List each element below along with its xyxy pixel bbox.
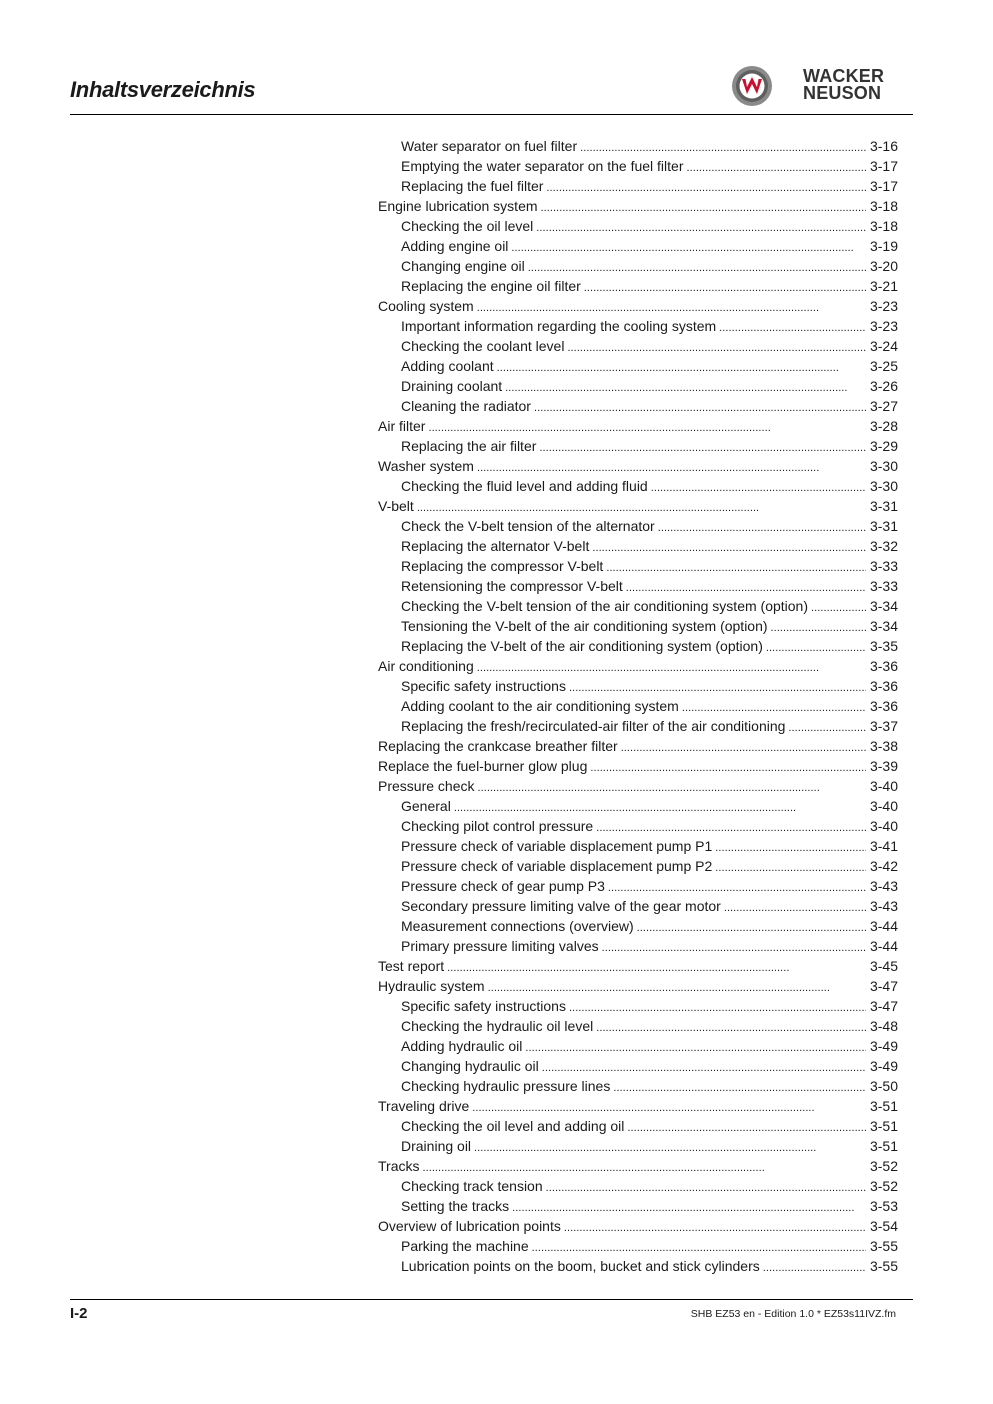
toc-entry-title: Draining coolant — [401, 378, 503, 394]
toc-entry-title: Checking the oil level and adding oil — [401, 1118, 625, 1134]
logo-text-neuson: NEUSON — [803, 83, 882, 103]
toc-dot-leader — [608, 878, 866, 896]
toc-entry-page: 3-55 — [869, 1258, 898, 1274]
toc-dot-leader — [613, 1078, 866, 1096]
toc-entry[interactable] — [378, 1076, 898, 1096]
toc-entry-page: 3-39 — [869, 758, 898, 774]
toc-entry[interactable] — [378, 1176, 898, 1196]
toc-entry-page: 3-34 — [869, 598, 898, 614]
toc-dot-leader — [621, 738, 866, 756]
toc-entry-title: Replacing the air filter — [401, 438, 537, 454]
toc-dot-leader — [428, 418, 866, 436]
toc-dot-leader — [811, 598, 866, 616]
toc-entry[interactable] — [378, 596, 898, 616]
toc-entry-page: 3-36 — [869, 698, 898, 714]
header-divider — [70, 114, 913, 115]
toc-dot-leader — [511, 238, 866, 256]
toc-entry-title: Pressure check — [378, 778, 475, 794]
toc-entry[interactable] — [378, 476, 898, 496]
toc-entry-page: 3-23 — [869, 298, 898, 314]
toc-entry-title: Overview of lubrication points — [378, 1218, 561, 1234]
toc-dot-leader — [512, 1198, 866, 1216]
toc-entry-title: Adding coolant to the air conditioning system — [401, 698, 679, 714]
toc-entry-title: General — [401, 798, 451, 814]
toc-entry-page: 3-52 — [869, 1158, 898, 1174]
toc-entry-page: 3-47 — [869, 998, 898, 1014]
toc-entry-title: Replacing the alternator V-belt — [401, 538, 590, 554]
toc-entry-title: Checking the coolant level — [401, 338, 565, 354]
toc-dot-leader — [637, 918, 866, 936]
toc-entry-title: Hydraulic system — [378, 978, 485, 994]
toc-entry-page: 3-51 — [869, 1138, 898, 1154]
toc-entry[interactable] — [378, 1036, 898, 1056]
toc-entry-title: Setting the tracks — [401, 1198, 510, 1214]
toc-entry-page: 3-55 — [869, 1238, 898, 1254]
logo-text-wacker: WACKER — [803, 66, 885, 86]
toc-dot-leader — [592, 538, 866, 556]
document-info: SHB EZ53 en - Edition 1.0 * EZ53s11IVZ.fm — [690, 1308, 896, 1320]
toc-entry-title: Tensioning the V-belt of the air conditioning system (option) — [401, 618, 768, 634]
toc-dot-leader — [606, 558, 866, 576]
toc-entry-title: Important information regarding the cooling system — [401, 318, 717, 334]
toc-entry-title: Washer system — [378, 458, 474, 474]
toc-entry-page: 3-37 — [869, 718, 898, 734]
toc-entry-title: Traveling drive — [378, 1098, 470, 1114]
toc-entry-title: Replace the fuel-burner glow plug — [378, 758, 588, 774]
toc-dot-leader — [788, 718, 866, 736]
toc-dot-leader — [580, 138, 866, 156]
toc-entry[interactable] — [378, 1156, 898, 1176]
toc-entry[interactable] — [378, 756, 898, 776]
toc-entry-title: Air conditioning — [378, 658, 474, 674]
toc-entry-title: Tracks — [378, 1158, 420, 1174]
toc-dot-leader — [766, 638, 866, 656]
toc-entry-title: Engine lubrication system — [378, 198, 538, 214]
toc-entry[interactable] — [378, 636, 898, 656]
toc-dot-leader — [505, 378, 866, 396]
toc-entry-page: 3-47 — [869, 978, 898, 994]
toc-dot-leader — [763, 1258, 866, 1276]
toc-entry-title: Checking track tension — [401, 1178, 543, 1194]
toc-entry-title: Replacing the fuel filter — [401, 178, 544, 194]
toc-entry-page: 3-18 — [869, 218, 898, 234]
toc-entry-page: 3-29 — [869, 438, 898, 454]
toc-entry-page: 3-31 — [869, 498, 898, 514]
toc-dot-leader — [719, 318, 866, 336]
toc-entry-page: 3-25 — [869, 358, 898, 374]
toc-entry-title: Replacing the V-belt of the air conditioning system (option) — [401, 638, 763, 654]
toc-entry[interactable] — [378, 196, 898, 216]
toc-dot-leader — [417, 498, 866, 516]
toc-entry-page: 3-45 — [869, 958, 898, 974]
toc-entry-page: 3-43 — [869, 878, 898, 894]
toc-entry[interactable] — [378, 516, 898, 536]
toc-entry-title: Checking the hydraulic oil level — [401, 1018, 594, 1034]
toc-entry-page: 3-26 — [869, 378, 898, 394]
page-number: I-2 — [70, 1305, 88, 1322]
toc-entry-title: Pressure check of variable displacement pump P2 — [401, 858, 713, 874]
toc-entry[interactable] — [378, 1236, 898, 1256]
toc-entry[interactable] — [378, 736, 898, 756]
toc-entry-title: Emptying the water separator on the fuel filter — [401, 158, 684, 174]
toc-dot-leader — [686, 158, 865, 176]
toc-entry[interactable] — [378, 1136, 898, 1156]
toc-entry-page: 3-44 — [869, 938, 898, 954]
toc-dot-leader — [627, 1118, 866, 1136]
toc-entry[interactable] — [378, 456, 898, 476]
toc-dot-leader — [497, 358, 866, 376]
toc-dot-leader — [569, 678, 866, 696]
toc-entry-page: 3-20 — [869, 258, 898, 274]
toc-entry-page: 3-27 — [869, 398, 898, 414]
toc-entry-page: 3-35 — [869, 638, 898, 654]
toc-entry[interactable] — [378, 836, 898, 856]
page-title: Inhaltsverzeichnis — [70, 77, 256, 102]
toc-entry[interactable] — [378, 536, 898, 556]
toc-dot-leader — [536, 218, 866, 236]
toc-entry-title: Retensioning the compressor V-belt — [401, 578, 623, 594]
toc-dot-leader — [626, 578, 866, 596]
toc-dot-leader — [477, 778, 865, 796]
toc-dot-leader — [534, 398, 866, 416]
toc-entry-page: 3-36 — [869, 658, 898, 674]
toc-entry[interactable] — [378, 356, 898, 376]
toc-entry-page: 3-21 — [869, 278, 898, 294]
toc-entry[interactable] — [378, 496, 898, 516]
toc-entry[interactable] — [378, 776, 898, 796]
toc-entry-title: Replacing the engine oil filter — [401, 278, 581, 294]
toc-entry[interactable] — [378, 876, 898, 896]
toc-entry-title: Adding hydraulic oil — [401, 1038, 523, 1054]
toc-dot-leader — [477, 658, 866, 676]
toc-entry[interactable] — [378, 896, 898, 916]
toc-entry[interactable] — [378, 956, 898, 976]
toc-dot-leader — [525, 1038, 866, 1056]
toc-entry-page: 3-41 — [869, 838, 898, 854]
toc-entry[interactable] — [378, 656, 898, 676]
toc-entry[interactable] — [378, 436, 898, 456]
toc-dot-leader — [539, 438, 866, 456]
toc-entry-page: 3-48 — [869, 1018, 898, 1034]
toc-entry-title: Measurement connections (overview) — [401, 918, 634, 934]
toc-entry-page: 3-36 — [869, 678, 898, 694]
toc-entry-title: Secondary pressure limiting valve of the gear motor — [401, 898, 721, 914]
toc-entry[interactable] — [378, 236, 898, 256]
toc-entry-title: Checking the oil level — [401, 218, 534, 234]
toc-entry[interactable] — [378, 616, 898, 636]
toc-entry[interactable] — [378, 1056, 898, 1076]
toc-entry-page: 3-34 — [869, 618, 898, 634]
toc-dot-leader — [477, 458, 866, 476]
toc-entry[interactable] — [378, 1116, 898, 1136]
table-of-contents — [378, 136, 898, 1276]
toc-entry-page: 3-40 — [869, 798, 898, 814]
toc-entry-title: Lubrication points on the boom, bucket and stick cylinders — [401, 1258, 760, 1274]
toc-dot-leader — [569, 998, 866, 1016]
toc-entry[interactable] — [378, 256, 898, 276]
toc-entry-page: 3-44 — [869, 918, 898, 934]
toc-entry-page: 3-52 — [869, 1178, 898, 1194]
toc-dot-leader — [564, 1218, 866, 1236]
toc-entry-title: Primary pressure limiting valves — [401, 938, 599, 954]
toc-entry[interactable] — [378, 796, 898, 816]
toc-entry-title: Replacing the compressor V-belt — [401, 558, 604, 574]
toc-entry[interactable] — [378, 216, 898, 236]
toc-entry[interactable] — [378, 856, 898, 876]
toc-entry-title: Specific safety instructions — [401, 678, 566, 694]
toc-dot-leader — [472, 1098, 866, 1116]
toc-entry[interactable] — [378, 1016, 898, 1036]
toc-dot-leader — [532, 1238, 866, 1256]
toc-entry[interactable] — [378, 1216, 898, 1236]
toc-entry-page: 3-51 — [869, 1098, 898, 1114]
toc-dot-leader — [596, 1018, 866, 1036]
toc-dot-leader — [682, 698, 866, 716]
toc-entry-title: Specific safety instructions — [401, 998, 566, 1014]
toc-dot-leader — [528, 258, 866, 276]
toc-entry-title: Test report — [378, 958, 445, 974]
toc-entry-title: Air filter — [378, 418, 426, 434]
toc-entry-title: V-belt — [378, 498, 414, 514]
toc-entry-page: 3-23 — [869, 318, 898, 334]
toc-entry-title: Cleaning the radiator — [401, 398, 531, 414]
toc-dot-leader — [474, 1138, 866, 1156]
toc-entry-title: Water separator on fuel filter — [401, 138, 578, 154]
toc-entry-page: 3-33 — [869, 578, 898, 594]
toc-entry-title: Adding engine oil — [401, 238, 509, 254]
toc-entry[interactable] — [378, 416, 898, 436]
toc-entry-page: 3-24 — [869, 338, 898, 354]
toc-entry-title: Checking the V-belt tension of the air conditioning system (option) — [401, 598, 809, 614]
toc-dot-leader — [715, 858, 866, 876]
toc-entry-page: 3-49 — [869, 1038, 898, 1054]
toc-entry-title: Pressure check of gear pump P3 — [401, 878, 605, 894]
toc-entry-page: 3-28 — [869, 418, 898, 434]
toc-entry-page: 3-16 — [869, 138, 898, 154]
toc-dot-leader — [590, 758, 866, 776]
toc-entry[interactable] — [378, 696, 898, 716]
wacker-neuson-logo-icon — [730, 64, 774, 108]
toc-entry[interactable] — [378, 676, 898, 696]
toc-entry-page: 3-40 — [869, 778, 898, 794]
toc-entry[interactable] — [378, 576, 898, 596]
toc-dot-leader — [584, 278, 866, 296]
toc-entry-title: Checking hydraulic pressure lines — [401, 1078, 611, 1094]
toc-entry-page: 3-33 — [869, 558, 898, 574]
toc-entry-title: Replacing the fresh/recirculated-air filter of the air conditioning — [401, 718, 786, 734]
toc-entry-page: 3-54 — [869, 1218, 898, 1234]
toc-entry-title: Checking the fluid level and adding fluid — [401, 478, 648, 494]
toc-entry[interactable] — [378, 336, 898, 356]
toc-entry-title: Cooling system — [378, 298, 474, 314]
toc-dot-leader — [422, 1158, 865, 1176]
toc-entry[interactable] — [378, 556, 898, 576]
toc-entry[interactable] — [378, 976, 898, 996]
toc-entry[interactable] — [378, 936, 898, 956]
toc-entry-title: Adding coolant — [401, 358, 494, 374]
toc-entry[interactable] — [378, 716, 898, 736]
toc-entry-page: 3-49 — [869, 1058, 898, 1074]
toc-entry[interactable] — [378, 316, 898, 336]
toc-dot-leader — [488, 978, 866, 996]
toc-entry-title: Changing engine oil — [401, 258, 525, 274]
toc-entry[interactable] — [378, 276, 898, 296]
toc-entry-title: Draining oil — [401, 1138, 472, 1154]
toc-dot-leader — [447, 958, 866, 976]
toc-entry[interactable] — [378, 1096, 898, 1116]
toc-entry-page: 3-19 — [869, 238, 898, 254]
toc-entry[interactable] — [378, 136, 898, 156]
toc-entry-title: Changing hydraulic oil — [401, 1058, 539, 1074]
toc-entry[interactable] — [378, 1256, 898, 1276]
toc-entry-page: 3-42 — [869, 858, 898, 874]
footer-divider — [70, 1299, 913, 1300]
toc-entry-page: 3-32 — [869, 538, 898, 554]
toc-entry-page: 3-17 — [869, 158, 898, 174]
toc-dot-leader — [541, 198, 866, 216]
toc-entry-page: 3-50 — [869, 1078, 898, 1094]
toc-entry[interactable] — [378, 996, 898, 1016]
toc-entry-page: 3-40 — [869, 818, 898, 834]
toc-dot-leader — [596, 818, 866, 836]
toc-entry-page: 3-38 — [869, 738, 898, 754]
toc-dot-leader — [546, 1178, 866, 1196]
toc-entry-page: 3-43 — [869, 898, 898, 914]
toc-entry-page: 3-18 — [869, 198, 898, 214]
toc-entry[interactable] — [378, 376, 898, 396]
toc-dot-leader — [567, 338, 866, 356]
toc-dot-leader — [658, 518, 866, 536]
toc-entry-title: Parking the machine — [401, 1238, 529, 1254]
toc-entry[interactable] — [378, 296, 898, 316]
toc-entry[interactable] — [378, 916, 898, 936]
toc-entry-page: 3-53 — [869, 1198, 898, 1214]
toc-entry[interactable] — [378, 816, 898, 836]
toc-dot-leader — [715, 838, 866, 856]
toc-entry-page: 3-30 — [869, 478, 898, 494]
toc-entry-title: Check the V-belt tension of the alternator — [401, 518, 655, 534]
brand-logo — [730, 64, 900, 108]
toc-entry[interactable] — [378, 176, 898, 196]
toc-dot-leader — [651, 478, 866, 496]
toc-dot-leader — [542, 1058, 866, 1076]
toc-entry-title: Pressure check of variable displacement pump P1 — [401, 838, 713, 854]
toc-entry-title: Checking pilot control pressure — [401, 818, 594, 834]
toc-dot-leader — [602, 938, 866, 956]
toc-dot-leader — [771, 618, 866, 636]
toc-entry-page: 3-31 — [869, 518, 898, 534]
toc-dot-leader — [724, 898, 866, 916]
toc-entry[interactable] — [378, 1196, 898, 1216]
toc-entry-page: 3-17 — [869, 178, 898, 194]
toc-entry-page: 3-30 — [869, 458, 898, 474]
toc-dot-leader — [546, 178, 866, 196]
toc-entry-title: Replacing the crankcase breather filter — [378, 738, 618, 754]
toc-dot-leader — [477, 298, 866, 316]
toc-dot-leader — [454, 798, 866, 816]
toc-entry-page: 3-51 — [869, 1118, 898, 1134]
toc-entry[interactable] — [378, 156, 898, 176]
toc-entry[interactable] — [378, 396, 898, 416]
